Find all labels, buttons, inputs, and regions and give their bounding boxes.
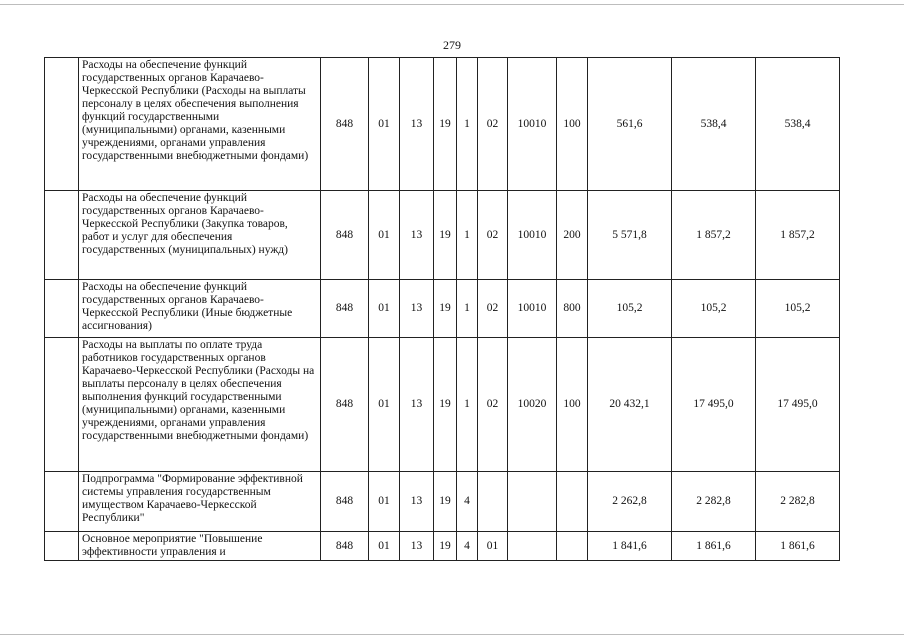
row-cell-v2: 17 495,0: [672, 338, 756, 472]
row-cell-c6: 01: [478, 532, 508, 561]
row-cell-c7: [508, 472, 557, 532]
row-description: Подпрограмма "Формирование эффективной системы управления государственным имуществом Карачаево-Черкесской Республики": [79, 472, 321, 532]
row-cell-v1: 20 432,1: [588, 338, 672, 472]
row-description: Расходы на выплаты по оплате труда работников государственных органов Карачаево-Черкесской Республики (Расходы на выплаты персоналу в целях обеспечения выполнения функций государственными (муниципальными) органами, казенными учреждениями, органами управления государственными внебюджетными фондами): [79, 338, 321, 472]
row-cell-c4: 19: [434, 280, 457, 338]
row-cell-c7: [508, 532, 557, 561]
row-description: Расходы на обеспечение функций государственных органов Карачаево-Черкесской Республики (Расходы на выплаты персоналу в целях обеспечения выполнения функций государственными (муниципальными) органами, казенными учреждениями, органами управления государственными внебюджетными фондами): [79, 58, 321, 191]
row-cell-c6: 02: [478, 338, 508, 472]
row-cell-c3: 13: [400, 338, 434, 472]
row-cell-v1: 105,2: [588, 280, 672, 338]
row-cell-c8: [557, 472, 588, 532]
row-cell-v1: 2 262,8: [588, 472, 672, 532]
table-row: [45, 338, 840, 472]
row-cell-v1: 1 841,6: [588, 532, 672, 561]
row-cell-c2: 01: [369, 472, 400, 532]
row-cell-c1: 848: [321, 532, 369, 561]
row-cell-c5: 4: [457, 532, 478, 561]
row-cell-c4: 19: [434, 338, 457, 472]
row-cell-c3: 13: [400, 472, 434, 532]
row-cell-c8: 200: [557, 191, 588, 280]
table-row: [45, 58, 840, 191]
row-description: Расходы на обеспечение функций государственных органов Карачаево-Черкесской Республики (Закупка товаров, работ и услуг для обеспечения государственных (муниципальных) нужд): [79, 191, 321, 280]
row-cell-c5: 4: [457, 472, 478, 532]
row-cell-c6: 02: [478, 280, 508, 338]
row-cell-c6: 02: [478, 191, 508, 280]
row-cell-v1: 5 571,8: [588, 191, 672, 280]
row-cell-c7: 10020: [508, 338, 557, 472]
row-cell-v3: 2 282,8: [756, 472, 840, 532]
row-cell-c1: 848: [321, 191, 369, 280]
row-cell-c4: 19: [434, 58, 457, 191]
row-index-cell: [45, 58, 79, 191]
row-cell-c4: 19: [434, 532, 457, 561]
row-cell-v2: 2 282,8: [672, 472, 756, 532]
page-number: 279: [443, 38, 461, 52]
row-index-cell: [45, 338, 79, 472]
row-cell-v3: 538,4: [756, 58, 840, 191]
row-cell-v3: 105,2: [756, 280, 840, 338]
row-cell-c2: 01: [369, 280, 400, 338]
table-row: [45, 472, 840, 532]
row-index-cell: [45, 280, 79, 338]
row-cell-c2: 01: [369, 58, 400, 191]
table-row: [45, 532, 840, 561]
row-cell-c1: 848: [321, 338, 369, 472]
row-cell-c1: 848: [321, 280, 369, 338]
row-cell-c7: 10010: [508, 191, 557, 280]
row-cell-c4: 19: [434, 472, 457, 532]
row-description: Расходы на обеспечение функций государственных органов Карачаево-Черкесской Республики (Иные бюджетные ассигнования): [79, 280, 321, 338]
row-cell-c3: 13: [400, 58, 434, 191]
scan-bottom-edge: [0, 634, 904, 635]
row-cell-c4: 19: [434, 191, 457, 280]
row-cell-v3: 1 861,6: [756, 532, 840, 561]
row-cell-c1: 848: [321, 58, 369, 191]
row-cell-c2: 01: [369, 338, 400, 472]
row-cell-c7: 10010: [508, 58, 557, 191]
row-cell-c8: [557, 532, 588, 561]
row-cell-c2: 01: [369, 532, 400, 561]
row-cell-c1: 848: [321, 472, 369, 532]
row-cell-c8: 800: [557, 280, 588, 338]
row-index-cell: [45, 532, 79, 561]
row-cell-c3: 13: [400, 532, 434, 561]
row-index-cell: [45, 472, 79, 532]
row-cell-c5: 1: [457, 58, 478, 191]
row-cell-v3: 1 857,2: [756, 191, 840, 280]
row-cell-v2: 1 861,6: [672, 532, 756, 561]
row-cell-c5: 1: [457, 338, 478, 472]
row-cell-c5: 1: [457, 191, 478, 280]
row-cell-v2: 105,2: [672, 280, 756, 338]
scan-top-edge: [0, 4, 904, 5]
row-cell-v2: 1 857,2: [672, 191, 756, 280]
row-cell-c8: 100: [557, 58, 588, 191]
row-cell-c6: [478, 472, 508, 532]
row-cell-c8: 100: [557, 338, 588, 472]
row-cell-c3: 13: [400, 280, 434, 338]
row-cell-v2: 538,4: [672, 58, 756, 191]
row-cell-v1: 561,6: [588, 58, 672, 191]
row-index-cell: [45, 191, 79, 280]
row-description: Основное мероприятие "Повышение эффективности управления и: [79, 532, 321, 561]
budget-table: [44, 57, 840, 561]
table-row: [45, 191, 840, 280]
row-cell-c3: 13: [400, 191, 434, 280]
row-cell-c6: 02: [478, 58, 508, 191]
row-cell-v3: 17 495,0: [756, 338, 840, 472]
row-cell-c7: 10010: [508, 280, 557, 338]
row-cell-c5: 1: [457, 280, 478, 338]
row-cell-c2: 01: [369, 191, 400, 280]
table-row: [45, 280, 840, 338]
